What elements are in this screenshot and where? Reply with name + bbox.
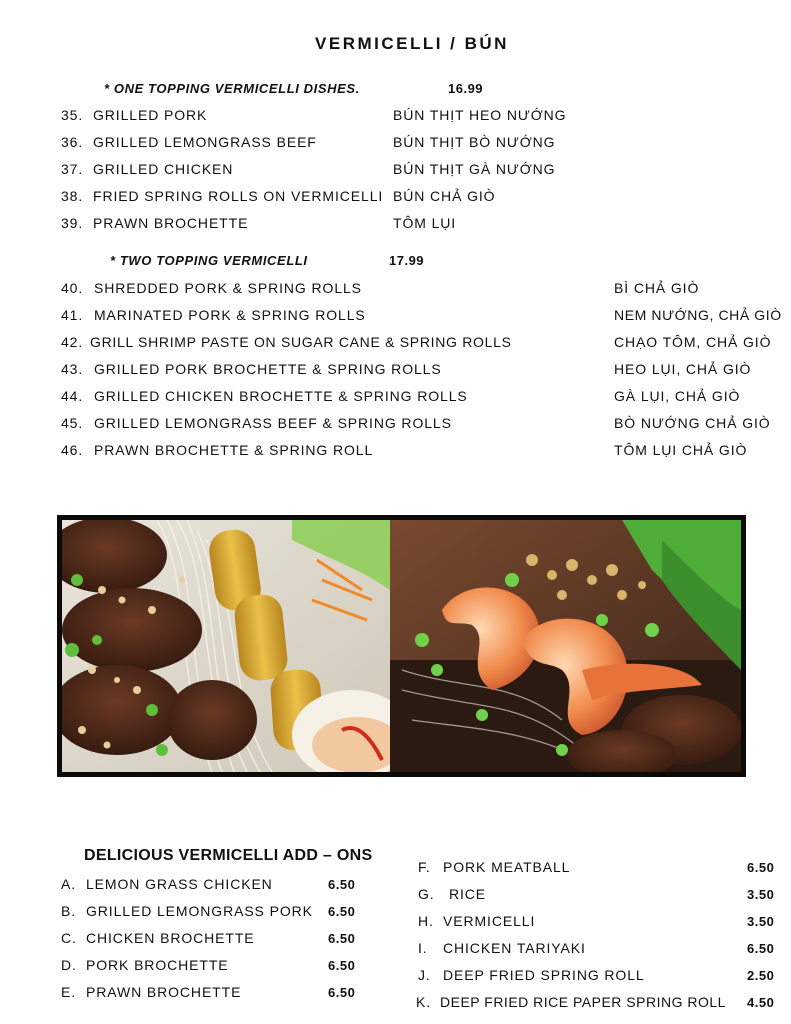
item-number: 45. [61,415,84,431]
addon-name: PRAWN BROCHETTE [86,984,242,1000]
section-heading-two-topping: * TWO TOPPING VERMICELLI [110,253,308,268]
item-vietnamese-name: TÔM LỤI CHẢ GIÒ [614,442,748,458]
addon-price: 3.50 [747,914,775,929]
item-vietnamese-name: BÒ NƯỚNG CHẢ GIÒ [614,415,771,431]
addon-price: 6.50 [328,877,356,892]
addon-letter: D. [61,957,77,973]
item-vietnamese-name: BÚN THỊT GÀ NƯỚNG [393,161,556,177]
item-number: 44. [61,388,84,404]
item-number: 41. [61,307,84,323]
page-title: VERMICELLI / BÚN [315,34,509,53]
section-heading-one-topping: * ONE TOPPING VERMICELLI DISHES. [104,81,360,96]
item-number: 46. [61,442,84,458]
item-number: 35. [61,107,84,123]
item-number: 38. [61,188,84,204]
item-vietnamese-name: GÀ LỤI, CHẢ GIÒ [614,388,741,404]
item-vietnamese-name: BÌ CHẢ GIÒ [614,280,700,296]
addon-name: GRILLED LEMONGRASS PORK [86,903,313,919]
addon-letter: B. [61,903,77,919]
section-price-one-topping: 16.99 [448,81,484,96]
item-vietnamese-name: NEM NƯỚNG, CHẢ GIÒ [614,307,782,323]
item-number: 36. [61,134,84,150]
item-name: GRILLED CHICKEN [93,161,234,177]
item-number: 37. [61,161,84,177]
addon-price: 6.50 [328,958,356,973]
item-name: SHREDDED PORK & SPRING ROLLS [94,280,362,296]
addons-heading: DELICIOUS VERMICELLI ADD – ONS [84,847,373,864]
item-vietnamese-name: HEO LỤI, CHẢ GIÒ [614,361,752,377]
addon-letter: A. [61,876,77,892]
addon-letter: G. [418,886,435,902]
addon-name: RICE [449,886,487,902]
addon-name: LEMON GRASS CHICKEN [86,876,273,892]
item-name: GRILLED PORK BROCHETTE & SPRING ROLLS [94,361,442,377]
addon-name: CHICKEN TARIYAKI [443,940,586,956]
addon-name: VERMICELLI [443,913,536,929]
item-number: 40. [61,280,84,296]
addon-name: PORK BROCHETTE [86,957,229,973]
item-vietnamese-name: BÚN CHẢ GIÒ [393,188,496,204]
item-vietnamese-name: CHẠO TÔM, CHẢ GIÒ [614,334,772,350]
item-vietnamese-name: BÚN THỊT BÒ NƯỚNG [393,134,556,150]
addon-price: 3.50 [747,887,775,902]
addon-letter: C. [61,930,77,946]
addon-letter: J. [418,967,431,983]
addon-letter: K. [416,994,432,1010]
section-price-two-topping: 17.99 [389,253,425,268]
item-name: GRILLED LEMONGRASS BEEF [93,134,317,150]
item-name: GRILLED LEMONGRASS BEEF & SPRING ROLLS [94,415,452,431]
addon-letter: I. [418,940,428,956]
addon-price: 6.50 [328,931,356,946]
addon-price: 6.50 [747,860,775,875]
item-number: 42. [61,334,84,350]
addon-price: 6.50 [328,985,356,1000]
item-name: GRILLED CHICKEN BROCHETTE & SPRING ROLLS [94,388,468,404]
addon-price: 2.50 [747,968,775,983]
item-number: 43. [61,361,84,377]
addon-name: DEEP FRIED SPRING ROLL [443,967,645,983]
addon-price: 4.50 [747,995,775,1010]
addon-name: PORK MEATBALL [443,859,571,875]
addon-price: 6.50 [747,941,775,956]
addon-letter: H. [418,913,434,929]
item-name: GRILLED PORK [93,107,208,123]
addon-letter: E. [61,984,77,1000]
addon-name: DEEP FRIED RICE PAPER SPRING ROLL [440,994,726,1010]
item-vietnamese-name: BÚN THỊT HEO NƯỚNG [393,107,567,123]
item-name: PRAWN BROCHETTE [93,215,249,231]
addon-name: CHICKEN BROCHETTE [86,930,255,946]
item-vietnamese-name: TÔM LỤI [393,215,457,231]
item-name: GRILL SHRIMP PASTE ON SUGAR CANE & SPRING ROLLS [90,334,512,350]
item-name: PRAWN BROCHETTE & SPRING ROLL [94,442,374,458]
item-name: FRIED SPRING ROLLS ON VERMICELLI [93,188,384,204]
addon-price: 6.50 [328,904,356,919]
item-number: 39. [61,215,84,231]
vermicelli-food-photo [57,515,746,777]
item-name: MARINATED PORK & SPRING ROLLS [94,307,366,323]
addon-letter: F. [418,859,431,875]
